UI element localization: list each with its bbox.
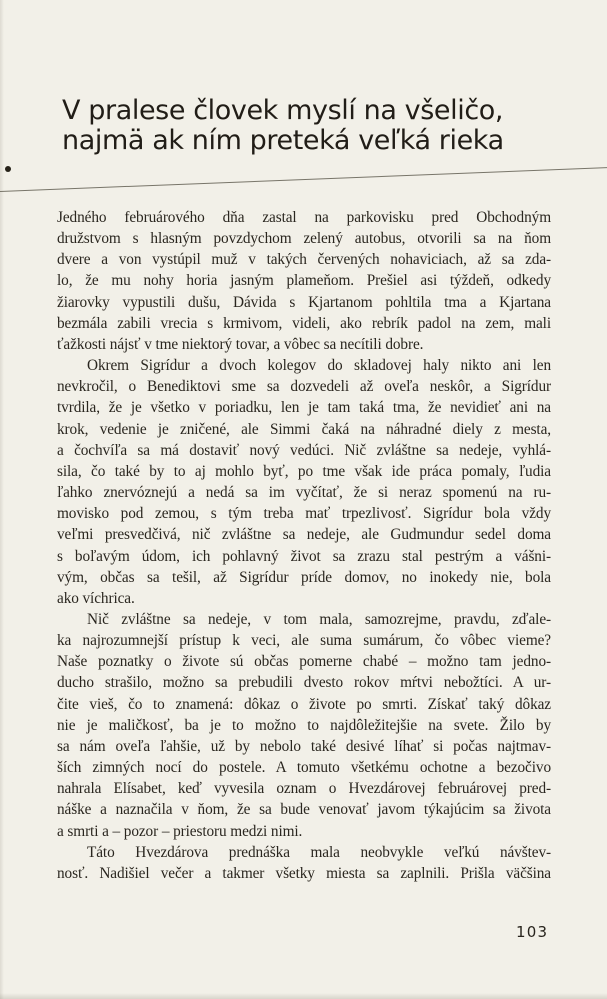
paragraph [57, 355, 551, 609]
text-line: veľmi presvedčivá, nič zvláštne sa nedeje, ale Gudmundur sedel doma [57, 526, 551, 544]
text-line: ľahko znervóznejú a nedá sa im vyčítať, že si neraz spomenú na ru- [57, 484, 551, 502]
paragraph [57, 609, 551, 842]
text-line: Naše poznatky o živote sú občas pomerne chabé – možno tam jedno- [57, 653, 551, 671]
text-line: Jedného februárového dňa zastal na parkovisku pred Obchodným [57, 209, 551, 226]
text-line: lo, že mu nohy horia jasným plameňom. Prešiel asi týždeň, odkedy [57, 272, 551, 290]
text-line: a čochvíľa sa má dostaviť nový vedúci. Nič zvláštne sa nedeje, vyhlá- [57, 441, 551, 459]
text-line: movisko pod zemou, s tým treba mať trpezlivosť. Sigrídur bola vždy [57, 505, 551, 523]
text-line: družstvom s hlasným povzdychom zelený autobus, otvorili sa na ňom [57, 230, 551, 248]
text-line: dvere a von vystúpil muž v takých červených nohaviciach, až sa zda- [57, 251, 551, 269]
text-line: Okrem Sigrídur a dvoch kolegov do skladovej haly nikto ani len [87, 357, 551, 375]
text-line: s boľavým údom, ich pohlavný život sa zrazu stal pestrým a vášni- [57, 547, 551, 565]
text-line: ducho strašilo, možno sa prebudili dvesto rokov mŕtvi nebožtíci. A ur- [57, 674, 551, 692]
text-line: nahrala Elísabet, keď vyvesila oznam o Hvezdárovej februárovej pred- [57, 780, 551, 798]
text-line: a smrti a – pozor – priestoru medzi nimi. [57, 822, 303, 840]
text-line: ka najrozumnejší prístup k veci, ale suma sumárum, čo vôbec vieme? [57, 632, 551, 650]
text-line: nevkročil, o Benediktovi sme sa dozvedeli až oveľa neskôr, a Sigrídur [57, 378, 551, 396]
text-line: nosť. Nadišiel večer a takmer všetky miesta sa zaplnili. Prišla väčšina [57, 864, 551, 882]
text-line: náške a naznačila v ňom, že sa bude venovať javom týkajúcim sa života [57, 801, 551, 819]
body-text [57, 207, 551, 884]
text-line: žiarovky vypustili dušu, Dávida s Kjartanom pohltila tma a Kjartana [57, 293, 551, 311]
text-line: krok, vedenie je zničené, ale Simmi čaká na náhradné diely z mesta, [57, 420, 551, 438]
header-rule [0, 167, 607, 193]
text-line: nie je maličkosť, ba je to možno to najdôležitejšie na svete. Žilo by [57, 716, 551, 734]
margin-dot [5, 166, 11, 172]
text-line: Táto Hvezdárova prednáška mala neobvykle veľkú návštev- [87, 843, 551, 861]
text-line: sa nám oveľa ľahšie, už by nebolo také desivé líhať si počas najtmav- [57, 737, 551, 755]
chapter-title [62, 96, 504, 156]
text-line: Nič zvláštne sa nedeje, v tom mala, samozrejme, pravdu, zďale- [87, 610, 551, 628]
page-number: 103 [516, 923, 549, 941]
text-line: tvrdila, že je všetko v poriadku, len je tam taká tma, že nevidieť ani na [57, 399, 551, 417]
text-line: bezmála zabili vrecia s krmivom, videli, ako rebrík padol na zem, mali [57, 314, 551, 332]
text-line: vým, občas sa tešil, až Sigrídur príde domov, no inokedy nie, bola [57, 568, 551, 586]
text-line: ťažkosti nájsť v tme niektorý tovar, a vôbec sa necítili dobre. [57, 335, 424, 353]
paragraph [57, 842, 551, 884]
text-line: čite vieš, čo to znamená: dôkaz o živote po smrti. Získať taký dôkaz [57, 695, 551, 713]
text-line: ako víchrica. [57, 589, 135, 607]
chapter-title-line-1: V pralese človek myslí na všeličo, [62, 95, 504, 126]
text-line: ších zimných nocí do postele. A tomuto všetkému ochotne a bezočivo [57, 759, 551, 777]
text-line: sila, čo také by to aj mohlo byť, po tme však ide práca pomaly, ľudia [57, 462, 551, 480]
chapter-title-line-2: najmä ak ním preteká veľká rieka [62, 125, 504, 156]
paragraph [57, 207, 551, 355]
